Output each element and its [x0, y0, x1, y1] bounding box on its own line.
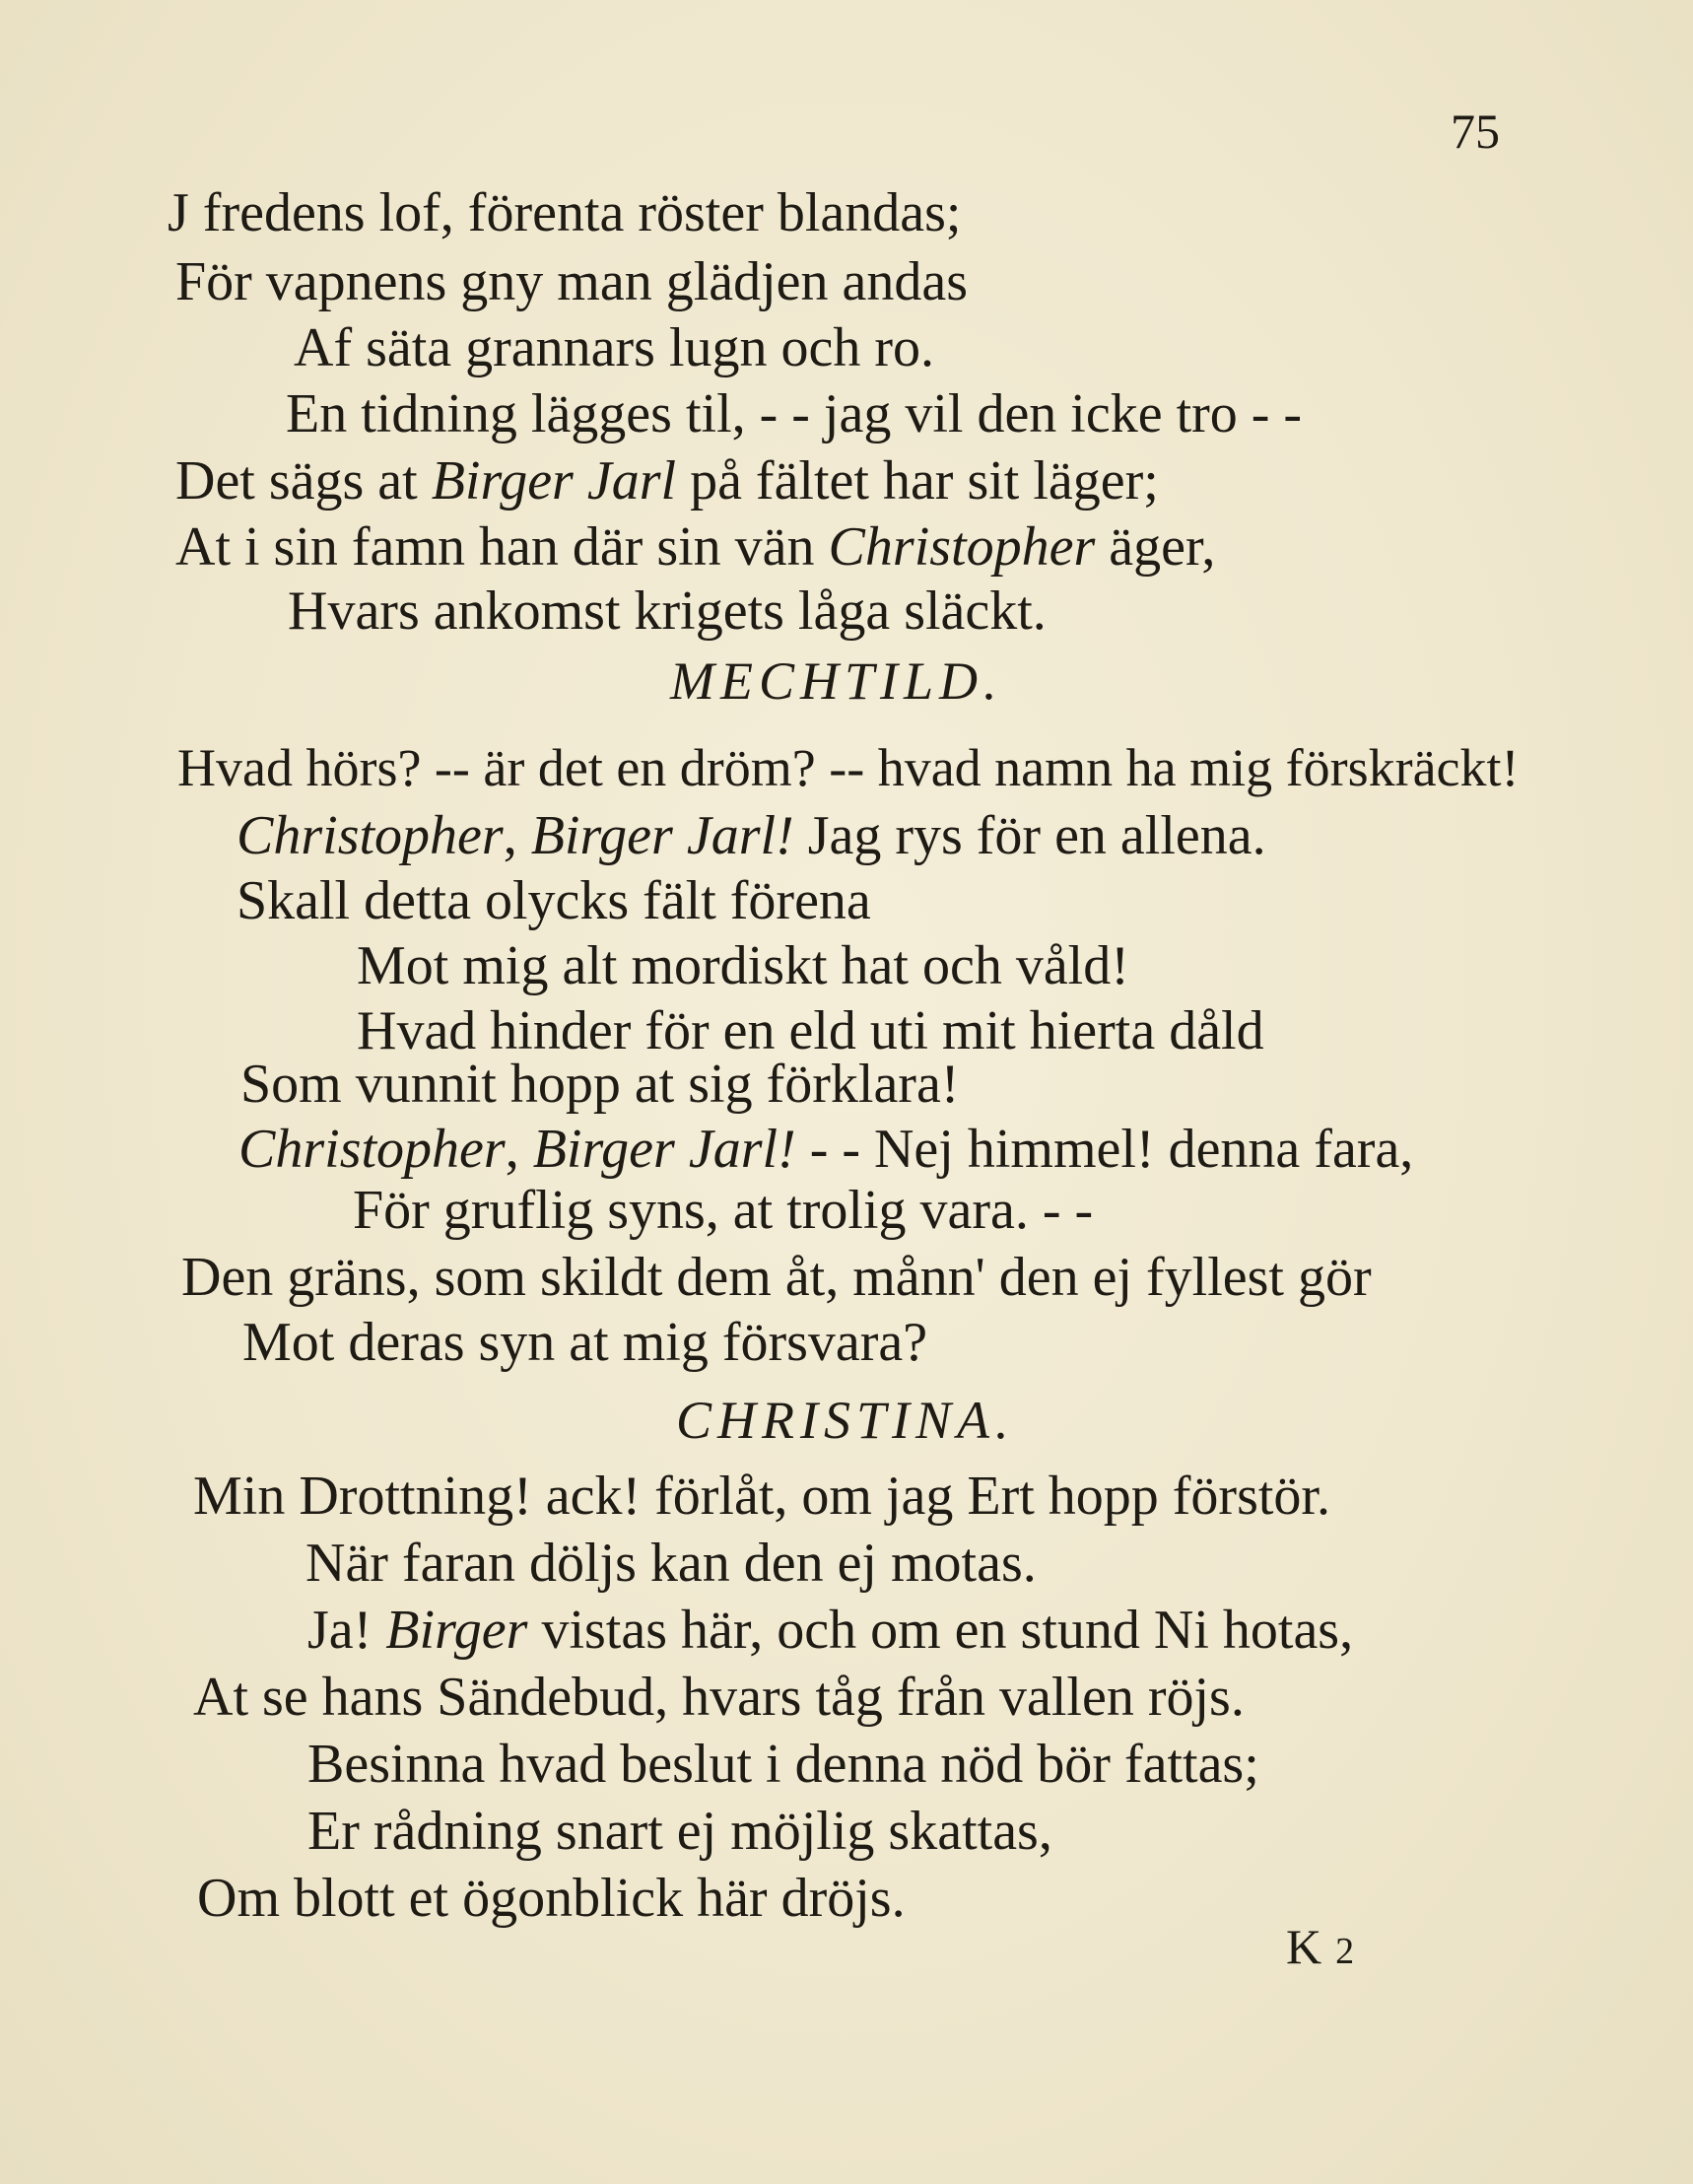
- verse-line: J fredens lof, förenta röster blandas;: [168, 182, 962, 243]
- verse-line: Mot mig alt mordiskt hat och våld!: [357, 935, 1129, 996]
- verse-line: Er rådning snart ej möjlig skattas,: [307, 1801, 1052, 1862]
- verse-line: Skall detta olycks fält förena: [237, 870, 871, 931]
- verse-line: Om blott et ögonblick här dröjs.: [197, 1868, 906, 1929]
- verse-line: Det sägs at Birger Jarl på fältet har sit läger;: [175, 450, 1159, 512]
- verse-line: Af säta grannars lugn och ro.: [294, 317, 935, 378]
- verse-line: En tidning lägges til, - - jag vil den icke tro - -: [286, 383, 1303, 444]
- speaker-heading: CHRISTINA.: [676, 1391, 1015, 1450]
- page-number: 75: [1451, 103, 1500, 159]
- verse-line: När faran döljs kan den ej motas.: [305, 1533, 1037, 1594]
- verse-line: Christopher, Birger Jarl! - - Nej himmel! denna fara,: [238, 1119, 1414, 1180]
- verse-line: Ja! Birger vistas här, och om en stund Ni hotas,: [307, 1600, 1354, 1661]
- verse-line: Hvad hörs? -- är det en dröm? -- hvad namn ha mig förskräckt!: [177, 738, 1520, 797]
- verse-line: At i sin famn han där sin vän Christopher äger,: [175, 516, 1216, 578]
- verse-line: Min Drottning! ack! förlåt, om jag Ert hopp förstör.: [193, 1466, 1330, 1527]
- verse-line: Hvad hinder för en eld uti mit hierta dåld: [357, 1000, 1264, 1061]
- verse-line: Den gräns, som skildt dem åt, månn' den ej fyllest gör: [181, 1247, 1372, 1308]
- verse-line: At se hans Sändebud, hvars tåg från vallen röjs.: [193, 1667, 1245, 1728]
- verse-line: Besinna hvad beslut i denna nöd bör fattas;: [307, 1734, 1259, 1795]
- verse-line: För vapnens gny man glädjen andas: [175, 251, 969, 312]
- verse-line: Hvars ankomst krigets låga släckt.: [288, 580, 1047, 642]
- verse-line: Mot deras syn at mig försvara?: [242, 1312, 928, 1373]
- verse-line: Christopher, Birger Jarl! Jag rys för en allena.: [237, 805, 1266, 866]
- signature-mark: K 2: [1286, 1919, 1355, 1974]
- verse-line: För gruflig syns, at trolig vara. - -: [353, 1180, 1094, 1241]
- speaker-heading: MECHTILD.: [670, 651, 1003, 711]
- verse-line: Som vunnit hopp at sig förklara!: [240, 1054, 960, 1115]
